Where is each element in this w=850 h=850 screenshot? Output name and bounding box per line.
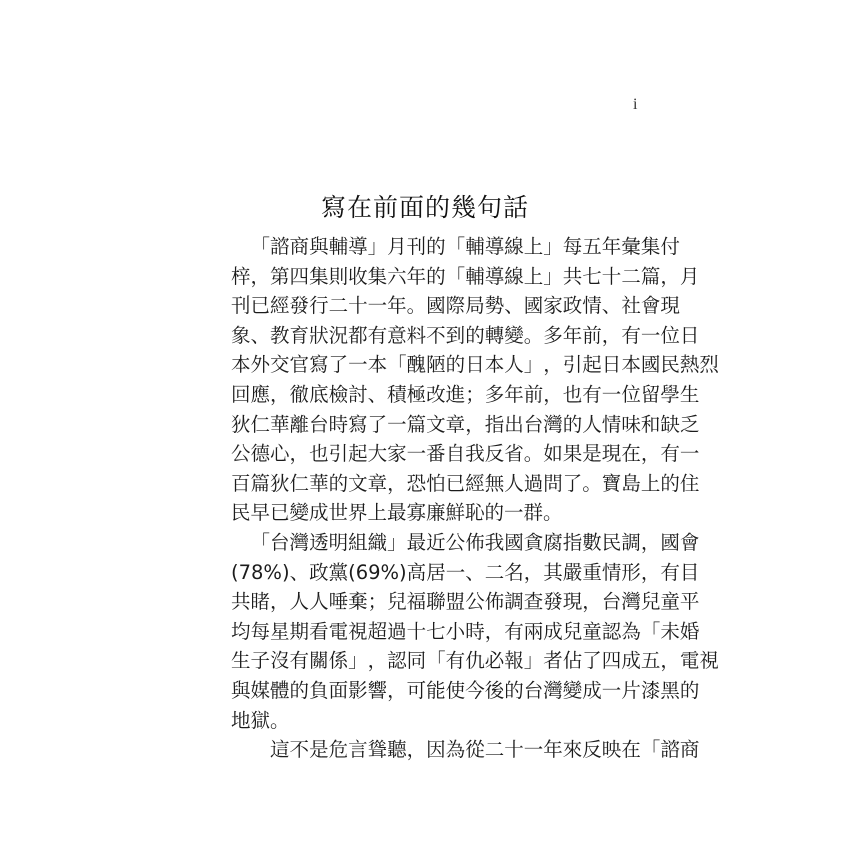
text-line: 梓 ， 第 四 集 則 收 集 六 年 的 「 輔 導 線 上 」 共 七 十 二 篇 ， 月 — [231, 264, 700, 288]
text-line: 公 德 心 ， 也 引 起 大 家 一 番 自 我 反 省 。 如 果 是 現 在 ， 有 一 — [231, 442, 700, 466]
body-text — [231, 232, 719, 765]
text-line: 「 諮 商 與 輔 導 」 月 刊 的 「 輔 導 線 上 」 每 五 年 彙 集 付 — [250, 235, 680, 258]
text-line: 民早已變成世界上最寡廉鮮恥的一群。 — [231, 501, 563, 525]
text-line: 地獄。 — [231, 708, 290, 732]
text-line: 「 台 灣 透 明 組 織 」 最 近 公 佈 我 國 貪 腐 指 數 民 調 ， 國 會 — [250, 530, 700, 554]
text-line: (78%) 、 政 黨 (69%) 高 居 一 、 二 名 ， 其 嚴 重 情 形 ， 有 目 — [231, 560, 700, 584]
text-line: 象 、 教 育 狀 況 都 有 意 料 不 到 的 轉 變 。 多 年 前 ， 有 一 位 日 — [231, 323, 700, 347]
text-line: 刊 已 經 發 行 二 十 一 年 。 國 際 局 勢 、 國 家 政 情 、 社 會 現 — [231, 294, 680, 318]
text-line: 百 篇 狄 仁 華 的 文 章 ， 恐 怕 已 經 無 人 過 問 了 。 寶 島 上 的 住 — [231, 471, 700, 495]
text-line: 與 媒 體 的 負 面 影 響 ， 可 能 使 今 後 的 台 灣 變 成 一 片 漆 黑 的 — [231, 678, 700, 702]
text-line: 本 外 交 官 寫 了 一 本 「 醜 陋 的 日 本 人 」 ， 引 起 日 本 國 民 熱 烈 — [231, 353, 719, 377]
text-line: 均 每 星 期 看 電 視 超 過 十 七 小 時 ， 有 兩 成 兒 童 認 為 「 未 婚 — [231, 619, 700, 643]
page-title: 寫在前面的幾句話 — [320, 192, 529, 222]
text-line: 狄 仁 華 離 台 時 寫 了 一 篇 文 章 ， 指 出 台 灣 的 人 情 味 和 缺 乏 — [231, 412, 700, 436]
text-line: 這 不 是 危 言 聳 聽 ， 因 為 從 二 十 一 年 來 反 映 在 「 諮 商 — [270, 738, 700, 762]
text-line: 生 子 沒 有 關 係 」 ， 認 同 「 有 仇 必 報 」 者 佔 了 四 成 五 ， 電 視 — [231, 649, 719, 673]
page-number: i — [633, 96, 638, 113]
text-line: 回 應 ， 徹 底 檢 討 、 積 極 改 進 ； 多 年 前 ， 也 有 一 位 留 學 生 — [231, 382, 700, 406]
text-line: 共 睹 ， 人 人 唾 棄 ； 兒 福 聯 盟 公 佈 調 查 發 現 ， 台 灣 兒 童 平 — [231, 590, 700, 614]
